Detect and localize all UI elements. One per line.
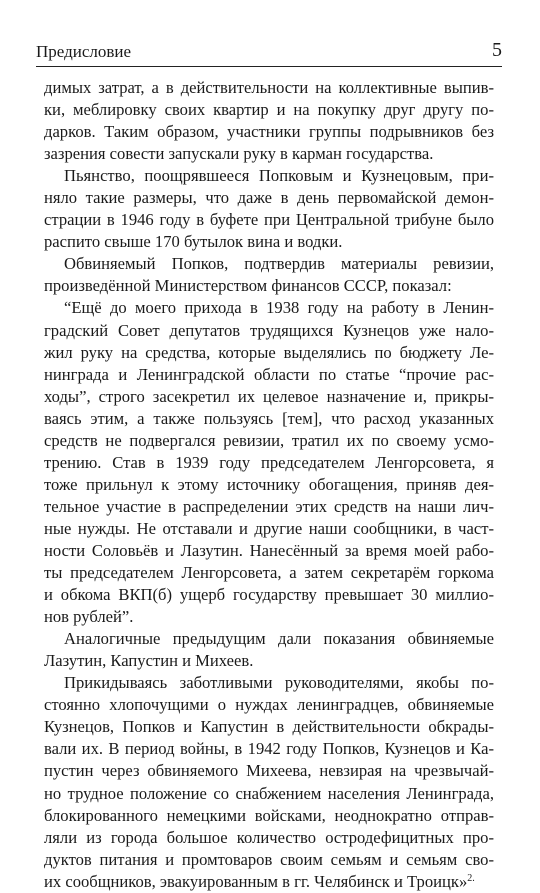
text-line-content: Прикидываясь заботливыми руководителями, якобы по- <box>64 673 494 693</box>
text-line <box>44 716 494 738</box>
text-line-content: тоже прильнул к этому источнику обогащения, приняв дея- <box>44 474 494 494</box>
text-line-content: дуктов питания и промтоваров своим семьям и семьям сво- <box>44 849 494 869</box>
text-line <box>44 275 494 297</box>
text-line-content: нов рублей”. <box>44 607 134 627</box>
text-line-content: “Ещё до моего прихода в 1938 году на работу в Ленин- <box>64 298 494 318</box>
text-line <box>44 452 494 474</box>
text-line <box>44 320 494 342</box>
text-line <box>44 253 494 275</box>
body-text <box>44 77 494 893</box>
text-line <box>44 99 494 121</box>
text-line-content: пустин через обвиняемого Михеева, невзирая на чрезвычай- <box>44 761 494 781</box>
section-title: Предисловие <box>36 42 132 61</box>
text-line <box>44 672 494 694</box>
text-line <box>44 231 494 253</box>
text-line <box>44 342 494 364</box>
text-line-content: няло такие размеры, что даже в день первомайской демон- <box>44 188 494 208</box>
text-line-content: Лазутин, Капустин и Михеев. <box>44 651 254 671</box>
text-line <box>44 805 494 827</box>
text-line <box>44 694 494 716</box>
text-line <box>44 606 494 628</box>
text-line-content: Пьянство, поощрявшееся Попковым и Кузнецовым, при- <box>64 166 494 186</box>
text-line <box>44 474 494 496</box>
running-header <box>36 39 502 67</box>
text-line <box>44 628 494 650</box>
text-line-content: димых затрат, а в действительности на коллективные выпив- <box>44 78 494 97</box>
text-line-content: жил руку на средства, которые выделялись по бюджету Ле- <box>44 342 494 362</box>
text-line <box>44 760 494 782</box>
text-line <box>44 783 494 805</box>
text-line-content: но трудное положение со снабжением населения Ленинграда, <box>44 783 494 803</box>
text-line <box>44 187 494 209</box>
text-line <box>44 364 494 386</box>
text-line-content: ляли из города большое количество остродефицитных про- <box>44 827 494 847</box>
text-line-content: стоянно хлопочущими о нуждах ленинградцев, обвиняемые <box>44 695 494 715</box>
text-line-content: ваясь этим, а также пользуясь [тем], что расход указанных <box>44 408 494 428</box>
text-line-content: ные нужды. Не отставали и другие наши сообщники, в част- <box>44 518 494 538</box>
text-line <box>44 827 494 849</box>
text-line-content: ходы”, строго засекретил их целевое назначение и, прикры- <box>44 386 494 406</box>
text-line-content: градский Совет депутатов трудящихся Кузнецов уже нало- <box>44 320 494 340</box>
text-line <box>44 496 494 518</box>
text-line-content: ки, меблировку своих квартир и на покупку друг другу по- <box>44 100 494 120</box>
text-line-content: зазрения совести запускали руку в карман государства. <box>44 144 434 164</box>
text-line <box>44 430 494 452</box>
text-line <box>44 738 494 760</box>
text-line-content: распито свыше 170 бутылок вина и водки. <box>44 232 343 252</box>
text-line-content: средств не подвергался ревизии, тратил их по своему усмо- <box>44 430 494 450</box>
text-line-content: блокированного немецкими войсками, неоднократно отправ- <box>44 805 494 825</box>
text-line <box>44 408 494 430</box>
text-line <box>44 562 494 584</box>
text-line <box>44 650 494 672</box>
text-line <box>44 540 494 562</box>
text-line <box>44 386 494 408</box>
text-line-content: их сообщников, эвакуированным в гг. Челябинск и Троицк» <box>44 871 468 891</box>
text-line-content: дарков. Таким образом, участники группы подрывников без <box>44 122 494 142</box>
text-line <box>44 165 494 187</box>
text-line <box>44 143 494 165</box>
text-line <box>44 209 494 231</box>
text-line-content: произведённой Министерством финансов СССР, показал: <box>44 276 452 296</box>
text-line-content: нинграда и Ленинградской области по статье “прочие рас- <box>44 364 494 384</box>
text-line-content: вали их. В период войны, в 1942 году Попков, Кузнецов и Ка- <box>44 739 494 759</box>
text-line <box>44 297 494 319</box>
text-line-content: Кузнецов, Попков и Капустин в действительности обкрады- <box>44 717 494 737</box>
text-line <box>44 584 494 606</box>
text-line-content: ты председателем Ленгорсовета, а затем секретарём горкома <box>44 563 494 583</box>
text-line-content: Обвиняемый Попков, подтвердив материалы ревизии, <box>64 254 494 274</box>
page-number: 5 <box>492 39 502 61</box>
text-line-content: Аналогичные предыдущим дали показания обвиняемые <box>64 629 494 649</box>
text-line-content: и обкома ВКП(б) ущерб государству превышает 30 миллио- <box>44 585 494 605</box>
footnote-marker: 2. <box>467 872 475 884</box>
text-line-content: тельное участие в распределении этих средств на наши лич- <box>44 496 494 516</box>
text-line <box>44 518 494 540</box>
text-line <box>44 871 494 893</box>
text-line-content: ности Соловьёв и Лазутин. Нанесённый за время моей рабо- <box>44 540 494 560</box>
text-line-content: трению. Став в 1939 году председателем Ленгорсовета, я <box>44 452 494 472</box>
text-line-content: страции в 1946 году в буфете при Центральной трибуне было <box>44 210 494 230</box>
text-line <box>44 121 494 143</box>
text-line <box>44 77 494 99</box>
